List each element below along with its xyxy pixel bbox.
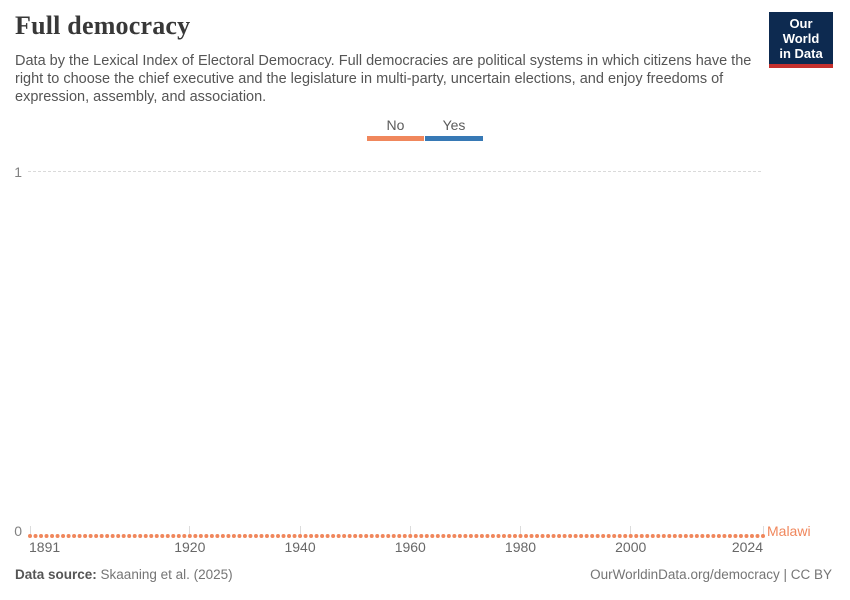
footer-source-label: Data source: — [15, 567, 97, 582]
entity-label-malawi[interactable]: Malawi — [767, 523, 811, 539]
y-axis-tick-0: 0 — [14, 523, 22, 539]
owid-logo-red-bar — [769, 64, 833, 68]
x-axis-label-1891: 1891 — [29, 539, 61, 555]
chart-title: Full democracy — [15, 11, 191, 40]
chart-subtitle: Data by the Lexical Index of Electoral Democracy. Full democracies are political systems in which citizens have the right to choose the chief executive and the legislature in multi-party, uncertain elections, and enjoy freedoms of expression, assembly, and association. — [15, 53, 752, 105]
legend-item-yes[interactable] — [425, 117, 483, 141]
series-dots — [28, 532, 765, 540]
gridline-y1 — [28, 171, 761, 172]
owid-logo-line2: in Data — [779, 46, 823, 61]
owid-logo-line1: Our World — [782, 16, 820, 46]
x-axis-label-1980: 1980 — [504, 539, 537, 555]
x-axis-label-1940: 1940 — [284, 539, 316, 555]
owid-logo[interactable] — [769, 12, 833, 64]
footer-link[interactable]: OurWorldinData.org/democracy | CC BY — [590, 567, 832, 582]
footer — [15, 567, 832, 582]
x-axis-label-1920: 1920 — [174, 539, 206, 555]
x-axis-label-2024: 2024 — [731, 539, 763, 555]
y-axis-tick-1: 1 — [14, 164, 22, 180]
footer-source-value: Skaaning et al. (2025) — [100, 567, 233, 582]
footer-source — [15, 567, 233, 582]
legend-label-no: No — [386, 117, 405, 133]
x-axis-label-2000: 2000 — [615, 539, 647, 555]
legend-swatch-yes — [425, 136, 483, 141]
legend-item-no[interactable] — [367, 117, 424, 141]
legend-label-yes: Yes — [442, 117, 466, 133]
x-axis-label-1960: 1960 — [394, 539, 426, 555]
series-line-malawi[interactable] — [28, 527, 765, 535]
legend-swatch-no — [367, 136, 424, 141]
legend — [0, 117, 850, 141]
